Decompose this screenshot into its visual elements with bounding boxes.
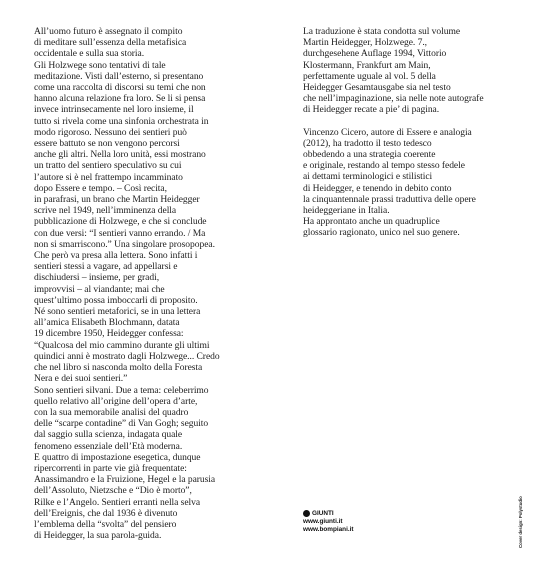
left-column (34, 26, 248, 541)
body-text-left: All’uomo futuro è assegnato il compito di meditare sull’essenza della metafisica occidentale e sulla sua storia. Gli Holzwege sono tentativi di tale meditazione. Visti dall’esterno, si presentano come una raccolta di discorsi su temi che non hanno alcuna relazione fra loro. Se li si pensa invece intrinsecamente nel loro insieme, il tutto si rivela come una sinfonia orchestrata in modo rigoroso. Nessuno dei sentieri può essere battuto se non vengono percorsi anche gli altri. Nella loro unità, essi mostrano un tratto del sentiero speculativo su cui l’autore si è nel frattempo incamminato dopo Essere e tempo. – Così recita, in parafrasi, un brano che Martin Heidegger scrive nel 1949, nell’imminenza della pubblicazione di Holzwege, e che si conclude con due versi: “I sentieri vanno errando. / Ma non si smarriscono.” Una singolare prosopopea. Che però va presa alla lettera. Sono infatti i sentieri stessi a vagare, ad appellarsi e dischiudersi – insieme, per gradi, improvvisi – al viandante; mai che quest’ultimo possa imboccarli di proposito. Né sono sentieri metaforici, se in una lettera all’amica Elisabeth Blochmann, datata 19 dicembre 1950, Heidegger confessa: “Qualcosa del mio cammino durante gli ultimi quindici anni è mostrato dagli Holzwege... Credo che nel libro si nasconda molto della Foresta Nera e dei suoi sentieri.” Sono sentieri silvani. Due a tema: celeberrimo quello relativo all’origine dell’opera d’arte, con la sua memorabile analisi del quadro delle “scarpe contadine” di Van Gogh; seguito dal saggio sulla scienza, indagata quale fenomeno essenziale dell’Età moderna. E quattro di impostazione esegetica, dunque ripercorrenti in parte vie già frequentate: Anassimandro e la Fruizione, Hegel e la parusia dell’Assoluto, Nietzsche e “Dio è morto”, Rilke e l’Angelo. Sentieri erranti nella selva dell’Ereignis, che dal 1936 è divenuto l’emblema della “svolta” del pensiero di Heidegger, la sua parola-guida. (34, 26, 220, 542)
website-bompiani[interactable]: www.bompiani.it (303, 526, 354, 533)
giunti-logo-icon (303, 510, 310, 517)
website-giunti[interactable]: www.giunti.it (303, 518, 343, 525)
translator-note: Vincenzo Cicero, autore di Essere e analogia (2012), ha tradotto il testo tedesco obbedendo a una strategia coerente e originale, restando al tempo stesso fedele ai dettami terminologici e stilistici di Heidegger, e tenendo in debito conto la cinquantennale prassi traduttiva delle opere heideggeriane in Italia. Ha approntato anche un quadruplice glossario ragionato, unico nel suo genere. (303, 126, 476, 239)
publisher-block (303, 508, 354, 534)
translation-note: La traduzione è stata condotta sul volume Martin Heidegger, Holzwege. 7., durchgesehene Auflage 1994, Vittorio Klostermann, Frankfurt am Main, perfettamente uguale al vol. 5 della Heidegger Gesamtausgabe sia nel testo che nell’impaginazione, sia nelle note autografe di Heidegger recate a pie’ di pagina. (303, 26, 484, 116)
publisher-logo-text: GIUNTI (312, 509, 334, 517)
publisher-logo (303, 508, 354, 518)
right-column (303, 26, 511, 239)
